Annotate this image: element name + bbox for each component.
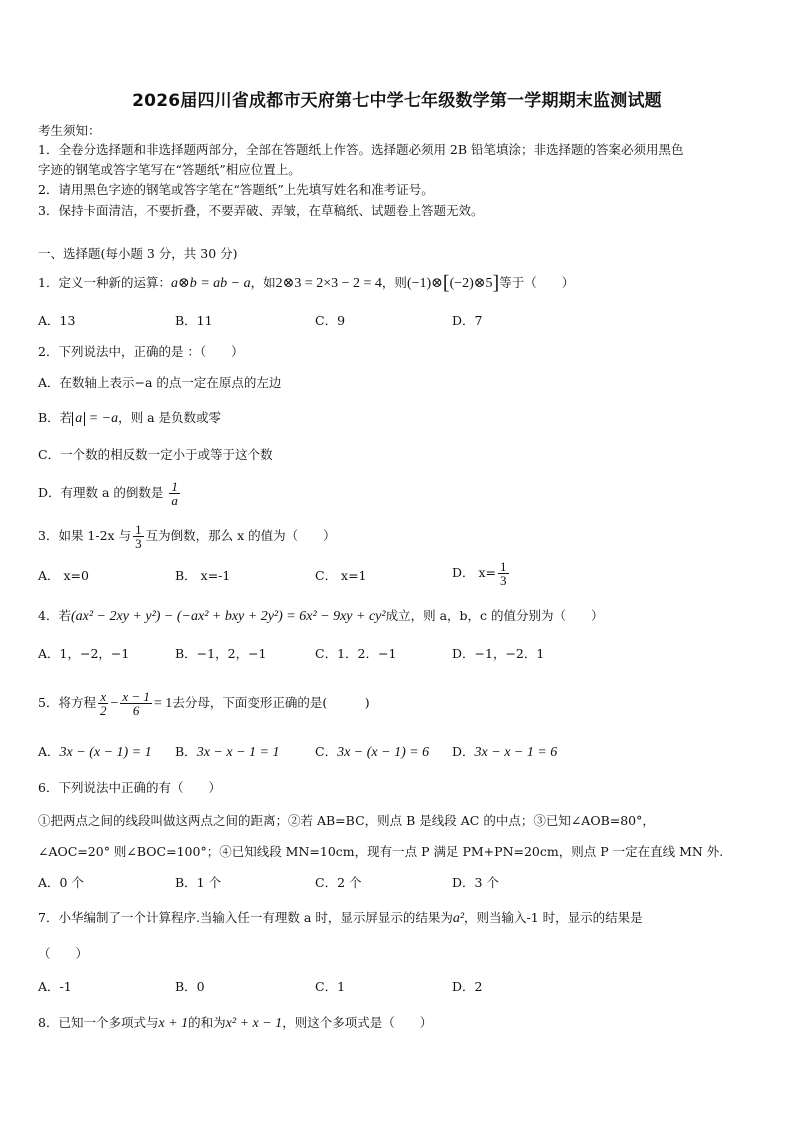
question-5: 5．将方程 $\frac{x}{2}$ − $\frac{x - 1}{6}$ = 1去分母，下面变形正确的是( ) [38,689,370,718]
fraction: $\frac{x - 1}{6}$ [122,689,150,718]
q6-statement-line-1: ①把两点之间的线段叫做这两点之间的距离；②若 AB=BC，则点 B 是线段 AC 的中点；③已知∠AOB=80°， [38,813,655,828]
question-4: 4．若(ax² − 2xy + y²) − (−ax² + bxy + 2y²) = 6x² − 9xy + cy²成立，则 a，b，c 的值分别为（ ） [38,608,604,624]
section-heading: 一、选择题(每小题 3 分，共 30 分) [38,246,238,261]
q7-option-d[interactable]: D．2 [452,979,483,994]
q6-statement-line-2: ∠AOC=20° 则∠BOC=100°；④已知线段 MN=10cm，现有一点 P 满足 PM+PN=20cm，则点 P 一定在直线 MN 外. [38,844,724,859]
q7-option-b[interactable]: B．0 [175,979,205,994]
q1-option-d[interactable]: D．7 [452,313,483,328]
q1-option-c[interactable]: C．9 [315,313,346,328]
q6-option-a[interactable]: A．0 个 [38,875,84,890]
q2-option-c[interactable]: C．一个数的相反数一定小于或等于这个数 [38,447,273,462]
q5-option-a[interactable]: A．3x − (x − 1) = 1 [38,744,152,760]
q6-option-b[interactable]: B．1 个 [175,875,222,890]
q6-option-c[interactable]: C．2 个 [315,875,362,890]
question-8: 8．已知一个多项式与x + 1的和为x² + x − 1，则这个多项式是（ ） [38,1015,433,1031]
question-3: 3．如果 1-2x 与 $\frac{1}{3}$ 互为倒数，那么 x 的值为（ ） [38,522,336,551]
q5-option-b[interactable]: B．3x − x − 1 = 1 [175,744,280,760]
notice-item-1: 1．全卷分选择题和非选择题两部分，全部在答题纸上作答。选择题必须用 2B 铅笔填涂；非选择题的答案必须用黑色 [38,142,684,157]
q2-option-a[interactable]: A．在数轴上表示−a 的点一定在原点的左边 [38,375,282,390]
q6-option-d[interactable]: D．3 个 [452,875,499,890]
q4-option-d[interactable]: D．−1，−2．1 [452,646,545,661]
notice-item-3: 3．保持卡面清洁，不要折叠，不要弄破、弄皱，在草稿纸、试题卷上答题无效。 [38,203,484,218]
q1-option-a[interactable]: A．13 [38,313,76,328]
fraction: $\frac{1}{3}$ [500,559,507,588]
q4-option-b[interactable]: B．−1，2，−1 [175,646,267,661]
q2-option-b[interactable]: B．若 a = −a，则 a 是负数或零 [38,410,221,426]
question-7: 7．小华编制了一个计算程序.当输入任一有理数 a 时，显示屏显示的结果为a²，则当输入-1 时，显示的结果是 [38,910,643,926]
q3-option-b[interactable]: B． x=-1 [175,568,231,583]
question-1: 1．定义一种新的运算：a⊗b = ab − a，如2⊗3 = 2×3 − 2 = 4，则(−1)⊗[(−2)⊗5]等于（ ） [38,272,575,294]
q7-option-c[interactable]: C．1 [315,979,346,994]
fraction: $\frac{x}{2}$ [99,689,107,718]
q1-option-b[interactable]: B．11 [175,313,213,328]
q5-option-d[interactable]: D．3x − x − 1 = 6 [452,744,558,760]
q5-option-c[interactable]: C．3x − (x − 1) = 6 [315,744,430,760]
q3-option-a[interactable]: A． x=0 [38,568,89,583]
q4-option-a[interactable]: A．1，−2，−1 [38,646,130,661]
notice-item-1-cont: 字迹的钢笔或答字笔写在“答题纸”相应位置上。 [38,162,301,177]
notice-heading: 考生须知： [38,123,101,138]
q2-option-d[interactable]: D．有理数 a 的倒数是 $\frac{1}{a}$ [38,479,178,508]
fraction: $\frac{1}{a}$ [171,479,178,508]
notice-item-2: 2．请用黑色字迹的钢笔或答字笔在“答题纸”上先填写姓名和准考证号。 [38,182,434,197]
q3-option-d[interactable]: D． x= $\frac{1}{3}$ [452,559,507,588]
question-6: 6．下列说法中正确的有（ ） [38,780,221,795]
page-title: 2026届四川省成都市天府第七中学七年级数学第一学期期末监测试题 [132,91,662,111]
fraction: $\frac{1}{3}$ [135,522,142,551]
q4-option-c[interactable]: C．1．2．−1 [315,646,397,661]
q7-option-a[interactable]: A．-1 [38,979,72,994]
question-2: 2．下列说法中，正确的是 ：（ ） [38,344,244,359]
q7-answer-paren: （ ） [38,946,89,961]
q3-option-c[interactable]: C． x=1 [315,568,367,583]
